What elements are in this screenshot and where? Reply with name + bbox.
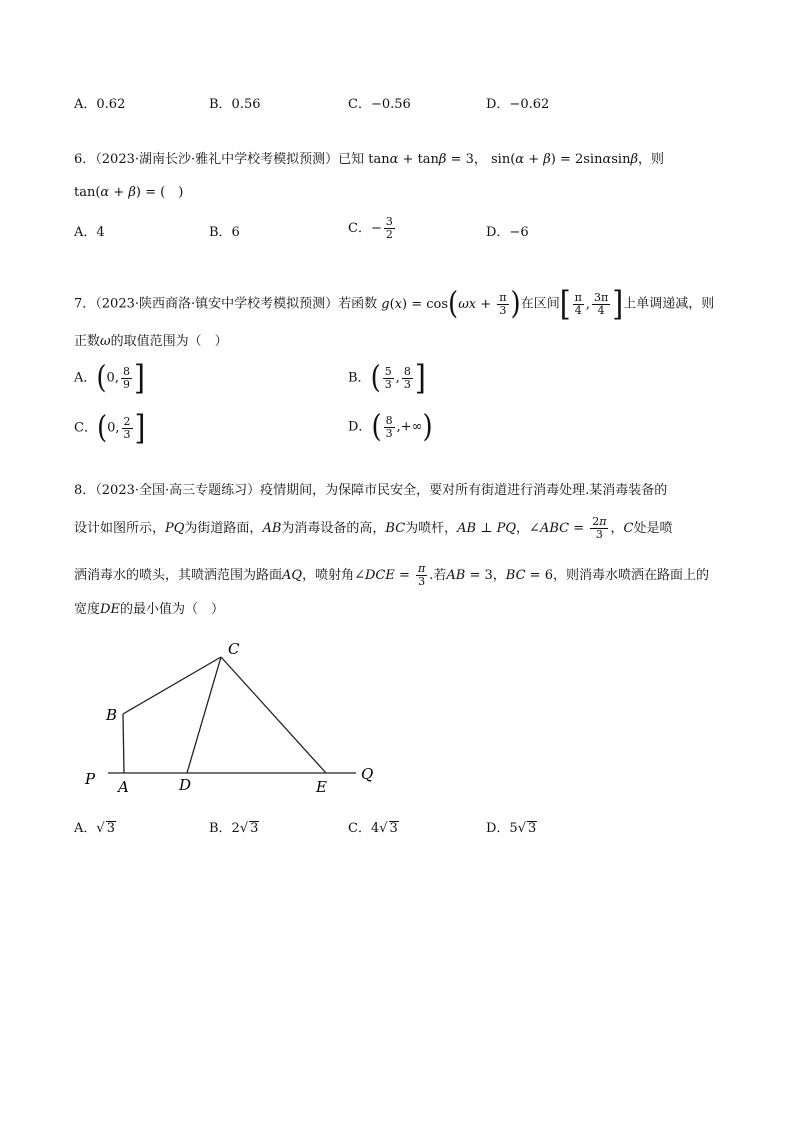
q8-d-rad: 3 — [528, 821, 537, 836]
q6-c-den: 2 — [385, 228, 393, 241]
q6-tan-expr: tan(α + β) — [74, 185, 146, 200]
q7-line2-end: 的取值范围为（ ） — [110, 334, 228, 349]
q7-option-d: D．( $\frac{8}{3}$ ,+∞) — [348, 409, 433, 445]
q5-option-a: A．0.62 — [74, 97, 126, 112]
q8-b-label: B．2 — [209, 821, 240, 836]
q7-c-lo: 0 — [107, 420, 116, 436]
q8-line2-c: 为消毒设备的高， — [281, 521, 386, 536]
q7-stem-line — [74, 283, 715, 324]
q7-line2-start: 正数 — [74, 334, 101, 349]
q7-interval: [ $\frac{\pi}{4}$ , $\frac{3\pi}{4}$ ] — [559, 283, 624, 324]
q7-d-hi: +∞ — [400, 419, 423, 435]
q7-function: g(x) = cos(ωx + $\frac{\pi}{3}$ ) — [381, 286, 521, 322]
q8-c-rad: 3 — [389, 821, 398, 836]
label-b: B — [106, 706, 118, 724]
label-d: D — [179, 776, 192, 794]
label-e: E — [316, 778, 327, 796]
q8-angle-dce: ∠DCE = $\frac{\pi}{3}$ — [354, 562, 426, 588]
q6-option-a: A．4 — [74, 225, 105, 240]
q8-option-b: B．2√ 3 — [209, 821, 259, 836]
q8-line1: 8．（2023·全国·高三专题练习）疫情期间，为保障市民安全，要对所有街道进行消毒处理.某消毒装备的 — [74, 483, 668, 498]
q6-option-c — [348, 216, 397, 241]
q8-perp: AB ⊥ PQ，∠ABC = $\frac{2\pi}{3}$ ，C — [457, 515, 634, 541]
q7-b-den1: 3 — [384, 377, 392, 391]
q5-option-d: D．−0.62 — [486, 97, 550, 112]
q6-c-num: 3 — [385, 215, 393, 228]
label-q: Q — [361, 765, 374, 783]
q6-option-c-prefix: C．− — [348, 221, 382, 236]
q8-a-rad: 3 — [106, 821, 115, 836]
q7-b-den2: 3 — [403, 377, 411, 391]
q7-d-num: 8 — [385, 413, 393, 427]
q8-line3-b: ，喷射角 — [302, 568, 355, 583]
q7-c-den: 3 — [123, 427, 131, 441]
q8-line4-a: 宽度 — [74, 602, 101, 617]
q6-part2: ，则 — [637, 152, 664, 167]
q6-formula-1: tanα + tanβ = 3， — [368, 152, 487, 167]
q7-b-num1: 5 — [384, 364, 392, 378]
q8-line2 — [74, 516, 672, 541]
q6-formula-2: sin(α + β) = 2sinαsinβ — [491, 152, 638, 167]
q8-line2-a: 设计如图所示， — [74, 521, 166, 536]
q5-option-b: B．0.56 — [209, 97, 261, 112]
q8-option-a: A．√ 3 — [74, 821, 115, 836]
q6-option-c-fraction — [384, 216, 395, 241]
q8-line3-a: 洒消毒水的喷头，其喷洒范围为路面 — [74, 568, 283, 583]
q7-c-label: C． — [74, 420, 97, 436]
q7-omega: ω — [100, 334, 111, 349]
q8-line3-c: .若 — [429, 568, 447, 583]
q8-line4 — [74, 601, 224, 619]
q8-pq: PQ — [165, 521, 185, 536]
label-c: C — [228, 640, 240, 658]
q8-option-d: D．5√ 3 — [486, 821, 537, 836]
q7-option-c: C．(0, $\frac{2}{3}$ ] — [74, 407, 146, 448]
q8-a-label: A． — [74, 821, 97, 836]
q8-figure — [70, 630, 390, 805]
q8-d-label: D．5 — [486, 821, 518, 836]
q8-line2-e: 处是喷 — [633, 521, 673, 536]
q7-option-b: B．( $\frac{5}{3}$ , $\frac{8}{3}$ ] — [348, 357, 426, 398]
q7-a-den: 9 — [122, 377, 130, 391]
q8-option-c: C．4√ 3 — [348, 821, 398, 836]
q7-stem: 7．（2023·陕西商洛·镇安中学校考模拟预测）若函数 — [74, 296, 378, 312]
q7-line2 — [74, 333, 228, 351]
q6-stem: 6．（2023·湖南长沙·雅礼中学校考模拟预测）已知 — [74, 152, 365, 167]
q7-end: 上单调递减，则 — [623, 296, 715, 312]
q8-lengths: AB = 3，BC = 6 — [446, 568, 553, 583]
q7-a-num: 8 — [122, 364, 130, 378]
q7-option-a: A．(0, $\frac{8}{9}$ ] — [74, 357, 145, 398]
q5-option-c: C．−0.56 — [348, 97, 411, 112]
q8-line3 — [74, 563, 709, 588]
q8-aq: AQ — [282, 568, 303, 583]
q8-line3-d: ，则消毒水喷洒在路面上的 — [552, 568, 709, 583]
q8-line4-b: 的最小值为（ ） — [119, 602, 224, 617]
q7-b-num2: 8 — [403, 364, 411, 378]
label-p: P — [85, 770, 96, 788]
q6-line2 — [74, 184, 183, 202]
q7-a-label: A． — [74, 370, 97, 386]
q7-c-num: 2 — [123, 414, 131, 428]
label-a: A — [118, 778, 129, 796]
q8-b-rad: 3 — [250, 821, 259, 836]
q7-d-den: 3 — [385, 426, 393, 440]
q8-bc: BC — [385, 521, 406, 536]
q7-a-lo: 0 — [106, 370, 115, 386]
q7-mid: 在区间 — [520, 296, 560, 312]
q6-option-d: D．−6 — [486, 225, 529, 240]
q7-b-label: B． — [348, 370, 371, 386]
q8-line2-d: 为喷杆， — [405, 521, 458, 536]
q8-c-label: C．4 — [348, 821, 380, 836]
segment-ce — [221, 657, 326, 773]
q8-de: DE — [100, 602, 120, 617]
q6-tan-end: = ( ) — [145, 185, 184, 200]
segment-ab — [123, 714, 124, 773]
q6-stem-line — [74, 151, 664, 169]
q8-ab: AB — [262, 521, 282, 536]
q7-d-label: D． — [348, 419, 372, 435]
q8-line2-b: 为街道路面， — [184, 521, 263, 536]
q6-option-b: B．6 — [209, 225, 240, 240]
